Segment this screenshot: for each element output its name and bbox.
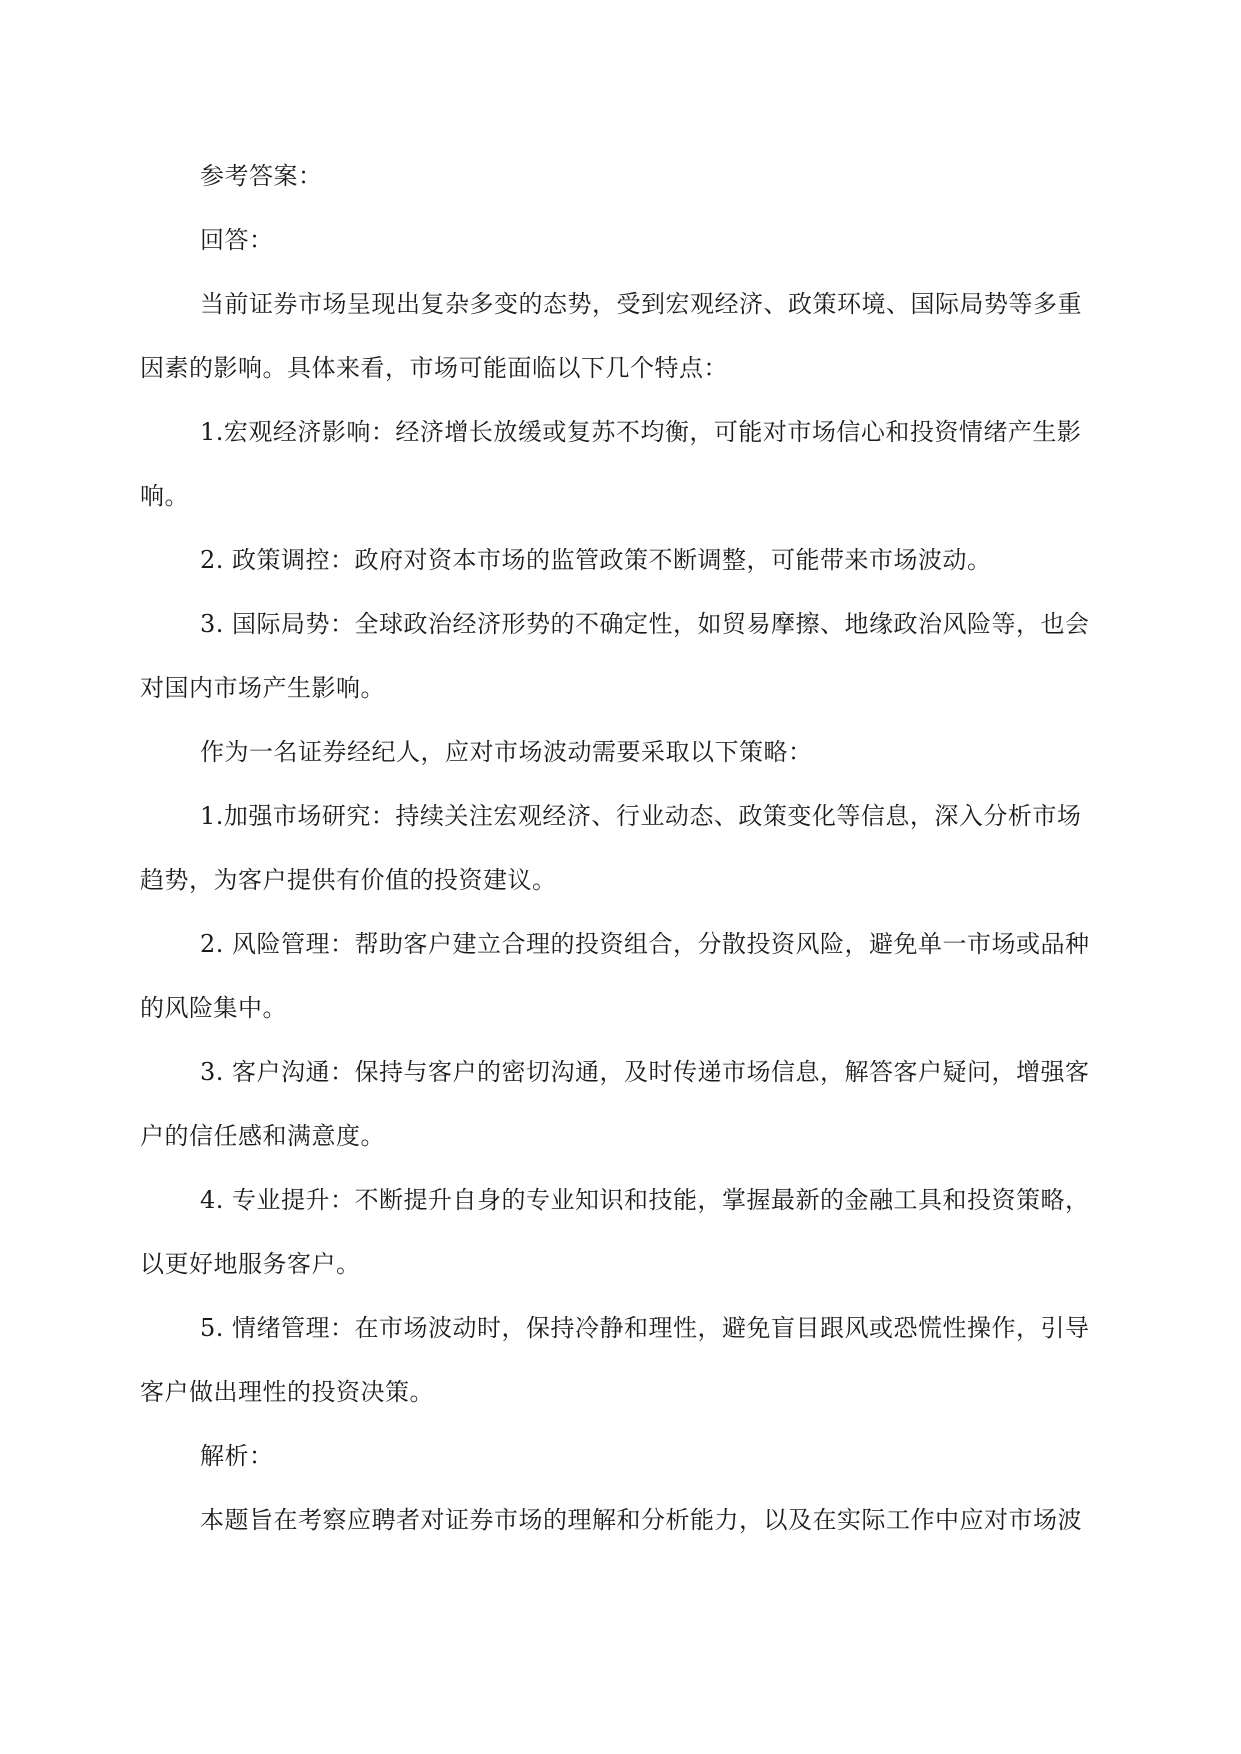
text-line: 作为一名证券经纪人，应对市场波动需要采取以下策略： bbox=[200, 738, 813, 766]
text-line: 解析： bbox=[200, 1442, 274, 1470]
strategy-item-2 bbox=[140, 912, 1100, 1040]
text-line: 1.宏观经济影响：经济增长放缓或复苏不均衡，可能对市场信心和投资情绪产生影 bbox=[200, 418, 1082, 446]
text-line: 对国内市场产生影响。 bbox=[140, 674, 385, 702]
text-line: 1.加强市场研究：持续关注宏观经济、行业动态、政策变化等信息，深入分析市场 bbox=[200, 802, 1082, 830]
text-line: 4. 专业提升：不断提升自身的专业知识和技能，掌握最新的金融工具和投资策略， bbox=[200, 1186, 1090, 1214]
strategy-item-3 bbox=[140, 1040, 1100, 1168]
text-line: 当前证券市场呈现出复杂多变的态势，受到宏观经济、政策环境、国际局势等多重 bbox=[200, 290, 1082, 318]
text-line: 因素的影响。具体来看，市场可能面临以下几个特点： bbox=[140, 354, 728, 382]
answer-heading bbox=[200, 208, 1100, 272]
text-line: 回答： bbox=[200, 226, 274, 254]
intro-paragraph bbox=[140, 272, 1100, 400]
text-line: 3. 国际局势：全球政治经济形势的不确定性，如贸易摩擦、地缘政治风险等，也会 bbox=[200, 610, 1090, 638]
text-line: 以更好地服务客户。 bbox=[140, 1250, 361, 1278]
strategy-item-1 bbox=[140, 784, 1100, 912]
feature-item-1 bbox=[140, 400, 1100, 528]
text-line: 的风险集中。 bbox=[140, 994, 287, 1022]
text-line: 2. 风险管理：帮助客户建立合理的投资组合，分散投资风险，避免单一市场或品种 bbox=[200, 930, 1090, 958]
reference-answer-heading bbox=[200, 144, 1100, 208]
strategy-item-5 bbox=[140, 1296, 1100, 1424]
feature-item-2 bbox=[200, 528, 1100, 592]
strategy-intro bbox=[200, 720, 1100, 784]
analysis-paragraph bbox=[200, 1488, 1100, 1552]
text-line: 响。 bbox=[140, 482, 189, 510]
strategy-item-4 bbox=[140, 1168, 1100, 1296]
text-line: 参考答案： bbox=[200, 162, 323, 190]
analysis-heading bbox=[200, 1424, 1100, 1488]
text-line: 客户做出理性的投资决策。 bbox=[140, 1378, 434, 1406]
text-line: 3. 客户沟通：保持与客户的密切沟通，及时传递市场信息，解答客户疑问，增强客 bbox=[200, 1058, 1090, 1086]
document-body bbox=[140, 144, 1100, 1552]
text-line: 5. 情绪管理：在市场波动时，保持冷静和理性，避免盲目跟风或恐慌性操作，引导 bbox=[200, 1314, 1090, 1342]
text-line: 2. 政策调控：政府对资本市场的监管政策不断调整，可能带来市场波动。 bbox=[200, 546, 992, 574]
text-line: 趋势，为客户提供有价值的投资建议。 bbox=[140, 866, 557, 894]
feature-item-3 bbox=[140, 592, 1100, 720]
text-line: 户的信任感和满意度。 bbox=[140, 1122, 385, 1150]
text-line: 本题旨在考察应聘者对证券市场的理解和分析能力，以及在实际工作中应对市场波 bbox=[200, 1506, 1082, 1534]
